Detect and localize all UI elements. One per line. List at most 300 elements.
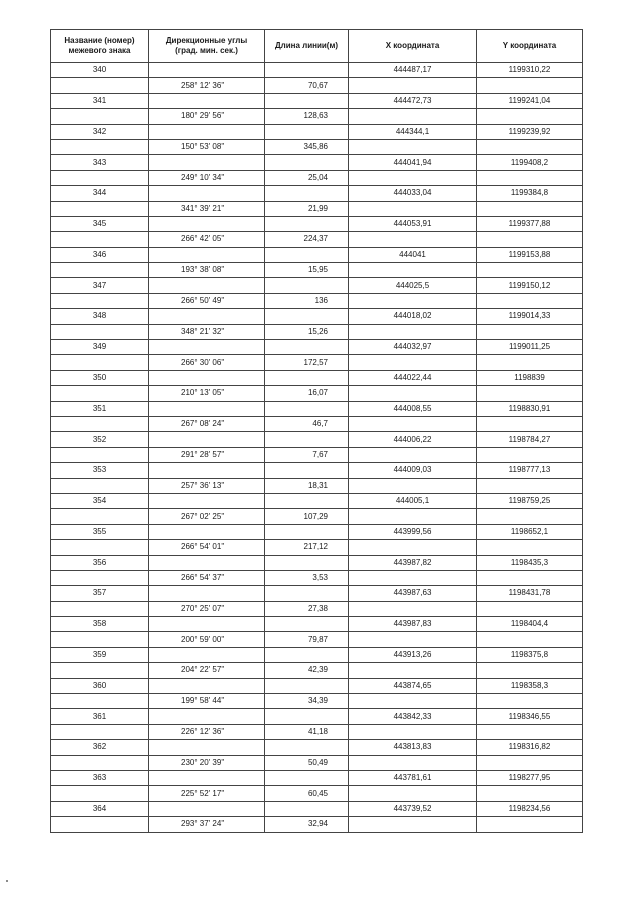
y-coordinate: 1198234,56: [477, 801, 583, 816]
y-coordinate: 1198777,13: [477, 463, 583, 478]
empty-cell: [349, 293, 477, 308]
empty-cell: [349, 786, 477, 801]
empty-cell: [349, 263, 477, 278]
x-coordinate: 443813,83: [349, 740, 477, 755]
x-coordinate: 444009,03: [349, 463, 477, 478]
y-coordinate: 1199153,88: [477, 247, 583, 262]
table-row: [51, 324, 583, 339]
empty-cell: [51, 201, 149, 216]
line-length: 15,26: [265, 324, 349, 339]
empty-cell: [349, 170, 477, 185]
table-row: [51, 78, 583, 93]
table-row: [51, 586, 583, 601]
x-coordinate: 444022,44: [349, 370, 477, 385]
empty-cell: [149, 586, 265, 601]
point-name: 344: [51, 186, 149, 201]
x-coordinate: 444041: [349, 247, 477, 262]
direction-angle: 230° 20' 39": [149, 755, 265, 770]
empty-cell: [477, 232, 583, 247]
empty-cell: [477, 694, 583, 709]
point-name: 352: [51, 432, 149, 447]
x-coordinate: 444487,17: [349, 63, 477, 78]
empty-cell: [477, 817, 583, 832]
table-row: [51, 201, 583, 216]
table-row: [51, 186, 583, 201]
empty-cell: [349, 324, 477, 339]
empty-cell: [349, 78, 477, 93]
table-row: [51, 139, 583, 154]
empty-cell: [51, 663, 149, 678]
table-row: [51, 555, 583, 570]
direction-angle: 150° 53' 08": [149, 139, 265, 154]
empty-cell: [477, 324, 583, 339]
point-name: 356: [51, 555, 149, 570]
empty-cell: [349, 817, 477, 832]
empty-cell: [477, 755, 583, 770]
direction-angle: 341° 39' 21": [149, 201, 265, 216]
direction-angle: 270° 25' 07": [149, 601, 265, 616]
y-coordinate: 1198346,55: [477, 709, 583, 724]
table-row: [51, 663, 583, 678]
table-row: [51, 817, 583, 832]
empty-cell: [349, 447, 477, 462]
direction-angle: 180° 29' 56": [149, 109, 265, 124]
line-length: 41,18: [265, 724, 349, 739]
x-coordinate: 444033,04: [349, 186, 477, 201]
y-coordinate: 1198375,8: [477, 647, 583, 662]
empty-cell: [477, 540, 583, 555]
y-coordinate: 1199241,04: [477, 93, 583, 108]
table-row: [51, 124, 583, 139]
x-coordinate: 443874,65: [349, 678, 477, 693]
y-coordinate: 1199239,92: [477, 124, 583, 139]
point-name: 346: [51, 247, 149, 262]
empty-cell: [149, 463, 265, 478]
empty-cell: [149, 555, 265, 570]
empty-cell: [51, 170, 149, 185]
x-coordinate: 444053,91: [349, 216, 477, 231]
empty-cell: [477, 201, 583, 216]
empty-cell: [149, 432, 265, 447]
empty-cell: [149, 770, 265, 785]
empty-cell: [149, 93, 265, 108]
empty-cell: [265, 801, 349, 816]
header-angles: Дирекционные углы (град. мин. сек.): [149, 30, 265, 63]
y-coordinate: 1198431,78: [477, 586, 583, 601]
table-row: [51, 694, 583, 709]
empty-cell: [477, 724, 583, 739]
empty-cell: [149, 63, 265, 78]
x-coordinate: 444032,97: [349, 340, 477, 355]
empty-cell: [51, 355, 149, 370]
empty-cell: [477, 509, 583, 524]
line-length: 79,87: [265, 632, 349, 647]
line-length: 50,49: [265, 755, 349, 770]
line-length: 27,38: [265, 601, 349, 616]
empty-cell: [149, 678, 265, 693]
line-length: 16,07: [265, 386, 349, 401]
table-row: [51, 740, 583, 755]
empty-cell: [477, 139, 583, 154]
empty-cell: [265, 309, 349, 324]
direction-angle: 200° 59' 00": [149, 632, 265, 647]
table-row: [51, 293, 583, 308]
direction-angle: 210° 13' 05": [149, 386, 265, 401]
line-length: 32,94: [265, 817, 349, 832]
empty-cell: [265, 63, 349, 78]
direction-angle: 226° 12' 36": [149, 724, 265, 739]
direction-angle: 266° 42' 05": [149, 232, 265, 247]
line-length: 21,99: [265, 201, 349, 216]
line-length: 217,12: [265, 540, 349, 555]
header-row: [51, 30, 583, 63]
table-row: [51, 478, 583, 493]
x-coordinate: 444472,73: [349, 93, 477, 108]
empty-cell: [349, 694, 477, 709]
empty-cell: [349, 139, 477, 154]
y-coordinate: 1198277,95: [477, 770, 583, 785]
line-length: 18,31: [265, 478, 349, 493]
empty-cell: [149, 278, 265, 293]
header-x: X координата: [349, 30, 477, 63]
empty-cell: [149, 124, 265, 139]
point-name: 361: [51, 709, 149, 724]
empty-cell: [349, 663, 477, 678]
direction-angle: 266° 54' 01": [149, 540, 265, 555]
empty-cell: [149, 740, 265, 755]
empty-cell: [477, 386, 583, 401]
point-name: 341: [51, 93, 149, 108]
empty-cell: [265, 247, 349, 262]
empty-cell: [265, 93, 349, 108]
x-coordinate: 444018,02: [349, 309, 477, 324]
table-row: [51, 493, 583, 508]
point-name: 350: [51, 370, 149, 385]
point-name: 343: [51, 155, 149, 170]
empty-cell: [349, 386, 477, 401]
point-name: 363: [51, 770, 149, 785]
empty-cell: [149, 647, 265, 662]
scan-speck: [6, 880, 8, 882]
table-row: [51, 647, 583, 662]
point-name: 348: [51, 309, 149, 324]
empty-cell: [265, 186, 349, 201]
table-row: [51, 786, 583, 801]
table-row: [51, 386, 583, 401]
empty-cell: [51, 632, 149, 647]
table-row: [51, 801, 583, 816]
table-row: [51, 632, 583, 647]
empty-cell: [149, 340, 265, 355]
line-length: 42,39: [265, 663, 349, 678]
y-coordinate: 1199014,33: [477, 309, 583, 324]
table-row: [51, 278, 583, 293]
x-coordinate: 443913,26: [349, 647, 477, 662]
x-coordinate: 444005,1: [349, 493, 477, 508]
empty-cell: [51, 694, 149, 709]
point-name: 360: [51, 678, 149, 693]
line-length: 128,63: [265, 109, 349, 124]
empty-cell: [349, 601, 477, 616]
direction-angle: 225° 52' 17": [149, 786, 265, 801]
line-length: 107,29: [265, 509, 349, 524]
empty-cell: [149, 186, 265, 201]
table-row: [51, 432, 583, 447]
empty-cell: [149, 524, 265, 539]
empty-cell: [149, 216, 265, 231]
direction-angle: 266° 50' 49": [149, 293, 265, 308]
empty-cell: [349, 478, 477, 493]
table-row: [51, 401, 583, 416]
empty-cell: [265, 740, 349, 755]
empty-cell: [477, 786, 583, 801]
x-coordinate: 444006,22: [349, 432, 477, 447]
table-row: [51, 601, 583, 616]
empty-cell: [265, 401, 349, 416]
empty-cell: [265, 524, 349, 539]
table-row: [51, 570, 583, 585]
line-length: 46,7: [265, 416, 349, 431]
line-length: 25,04: [265, 170, 349, 185]
empty-cell: [477, 601, 583, 616]
empty-cell: [477, 478, 583, 493]
y-coordinate: 1198839: [477, 370, 583, 385]
table-row: [51, 617, 583, 632]
empty-cell: [149, 309, 265, 324]
header-length: Длина линии(м): [265, 30, 349, 63]
empty-cell: [349, 509, 477, 524]
empty-cell: [349, 570, 477, 585]
direction-angle: 204° 22' 57": [149, 663, 265, 678]
table-row: [51, 770, 583, 785]
empty-cell: [265, 155, 349, 170]
empty-cell: [265, 340, 349, 355]
point-name: 347: [51, 278, 149, 293]
empty-cell: [265, 647, 349, 662]
table-row: [51, 232, 583, 247]
table-row: [51, 540, 583, 555]
empty-cell: [149, 370, 265, 385]
boundary-coordinates-table: [50, 29, 583, 833]
line-length: 70,67: [265, 78, 349, 93]
empty-cell: [51, 755, 149, 770]
direction-angle: 267° 02' 25": [149, 509, 265, 524]
direction-angle: 293° 37' 24": [149, 817, 265, 832]
x-coordinate: 443842,33: [349, 709, 477, 724]
y-coordinate: 1198316,82: [477, 740, 583, 755]
line-length: 15,95: [265, 263, 349, 278]
empty-cell: [51, 601, 149, 616]
point-name: 353: [51, 463, 149, 478]
line-length: 60,45: [265, 786, 349, 801]
empty-cell: [51, 724, 149, 739]
y-coordinate: 1199150,12: [477, 278, 583, 293]
empty-cell: [149, 709, 265, 724]
empty-cell: [477, 570, 583, 585]
empty-cell: [51, 447, 149, 462]
empty-cell: [477, 663, 583, 678]
line-length: 7,67: [265, 447, 349, 462]
line-length: 345,86: [265, 139, 349, 154]
direction-angle: 258° 12' 36": [149, 78, 265, 93]
direction-angle: 267° 08' 24": [149, 416, 265, 431]
table-row: [51, 170, 583, 185]
y-coordinate: 1199011,25: [477, 340, 583, 355]
empty-cell: [265, 709, 349, 724]
point-name: 342: [51, 124, 149, 139]
empty-cell: [51, 540, 149, 555]
direction-angle: 257° 36' 13": [149, 478, 265, 493]
direction-angle: 348° 21' 32": [149, 324, 265, 339]
empty-cell: [477, 293, 583, 308]
empty-cell: [51, 386, 149, 401]
line-length: 34,39: [265, 694, 349, 709]
empty-cell: [477, 447, 583, 462]
empty-cell: [149, 617, 265, 632]
table-row: [51, 355, 583, 370]
empty-cell: [149, 401, 265, 416]
empty-cell: [265, 586, 349, 601]
x-coordinate: 444025,5: [349, 278, 477, 293]
table-row: [51, 509, 583, 524]
x-coordinate: 443987,83: [349, 617, 477, 632]
direction-angle: 266° 30' 06": [149, 355, 265, 370]
empty-cell: [265, 555, 349, 570]
y-coordinate: 1199384,8: [477, 186, 583, 201]
empty-cell: [265, 678, 349, 693]
empty-cell: [51, 416, 149, 431]
x-coordinate: 443781,61: [349, 770, 477, 785]
point-name: 351: [51, 401, 149, 416]
empty-cell: [477, 78, 583, 93]
empty-cell: [349, 540, 477, 555]
direction-angle: 199° 58' 44": [149, 694, 265, 709]
empty-cell: [265, 493, 349, 508]
empty-cell: [477, 109, 583, 124]
x-coordinate: 443987,82: [349, 555, 477, 570]
direction-angle: 193° 38' 08": [149, 263, 265, 278]
y-coordinate: 1198404,4: [477, 617, 583, 632]
empty-cell: [51, 109, 149, 124]
table-row: [51, 524, 583, 539]
empty-cell: [477, 355, 583, 370]
line-length: 136: [265, 293, 349, 308]
empty-cell: [51, 570, 149, 585]
y-coordinate: 1199377,88: [477, 216, 583, 231]
point-name: 340: [51, 63, 149, 78]
y-coordinate: 1199310,22: [477, 63, 583, 78]
empty-cell: [265, 278, 349, 293]
empty-cell: [149, 247, 265, 262]
direction-angle: 249° 10' 34": [149, 170, 265, 185]
line-length: 172,57: [265, 355, 349, 370]
point-name: 357: [51, 586, 149, 601]
line-length: 224,37: [265, 232, 349, 247]
table-row: [51, 724, 583, 739]
empty-cell: [349, 232, 477, 247]
table-row: [51, 755, 583, 770]
y-coordinate: 1198652,1: [477, 524, 583, 539]
table-row: [51, 109, 583, 124]
table-row: [51, 155, 583, 170]
y-coordinate: 1198830,91: [477, 401, 583, 416]
x-coordinate: 444041,94: [349, 155, 477, 170]
x-coordinate: 443999,56: [349, 524, 477, 539]
empty-cell: [265, 216, 349, 231]
empty-cell: [349, 755, 477, 770]
empty-cell: [51, 509, 149, 524]
table-row: [51, 370, 583, 385]
x-coordinate: 444344,1: [349, 124, 477, 139]
empty-cell: [51, 786, 149, 801]
empty-cell: [51, 139, 149, 154]
table-row: [51, 247, 583, 262]
y-coordinate: 1199408,2: [477, 155, 583, 170]
empty-cell: [51, 78, 149, 93]
empty-cell: [477, 170, 583, 185]
empty-cell: [149, 155, 265, 170]
empty-cell: [51, 478, 149, 493]
header-y: Y координата: [477, 30, 583, 63]
point-name: 364: [51, 801, 149, 816]
y-coordinate: 1198358,3: [477, 678, 583, 693]
empty-cell: [349, 355, 477, 370]
empty-cell: [477, 263, 583, 278]
direction-angle: 291° 28' 57": [149, 447, 265, 462]
empty-cell: [265, 617, 349, 632]
y-coordinate: 1198759,25: [477, 493, 583, 508]
empty-cell: [349, 416, 477, 431]
empty-cell: [51, 263, 149, 278]
table-row: [51, 416, 583, 431]
empty-cell: [51, 293, 149, 308]
empty-cell: [149, 801, 265, 816]
table-row: [51, 63, 583, 78]
empty-cell: [265, 463, 349, 478]
table-row: [51, 340, 583, 355]
point-name: 354: [51, 493, 149, 508]
empty-cell: [265, 124, 349, 139]
table-row: [51, 93, 583, 108]
table-row: [51, 447, 583, 462]
point-name: 349: [51, 340, 149, 355]
point-name: 362: [51, 740, 149, 755]
table-row: [51, 216, 583, 231]
empty-cell: [149, 493, 265, 508]
point-name: 358: [51, 617, 149, 632]
x-coordinate: 443739,52: [349, 801, 477, 816]
empty-cell: [265, 432, 349, 447]
empty-cell: [51, 232, 149, 247]
y-coordinate: 1198435,3: [477, 555, 583, 570]
point-name: 359: [51, 647, 149, 662]
table-row: [51, 263, 583, 278]
table-row: [51, 463, 583, 478]
empty-cell: [51, 324, 149, 339]
empty-cell: [265, 770, 349, 785]
point-name: 355: [51, 524, 149, 539]
empty-cell: [349, 724, 477, 739]
empty-cell: [349, 109, 477, 124]
table-row: [51, 678, 583, 693]
empty-cell: [477, 632, 583, 647]
empty-cell: [265, 370, 349, 385]
x-coordinate: 443987,63: [349, 586, 477, 601]
empty-cell: [349, 201, 477, 216]
empty-cell: [477, 416, 583, 431]
y-coordinate: 1198784,27: [477, 432, 583, 447]
direction-angle: 266° 54' 37": [149, 570, 265, 585]
